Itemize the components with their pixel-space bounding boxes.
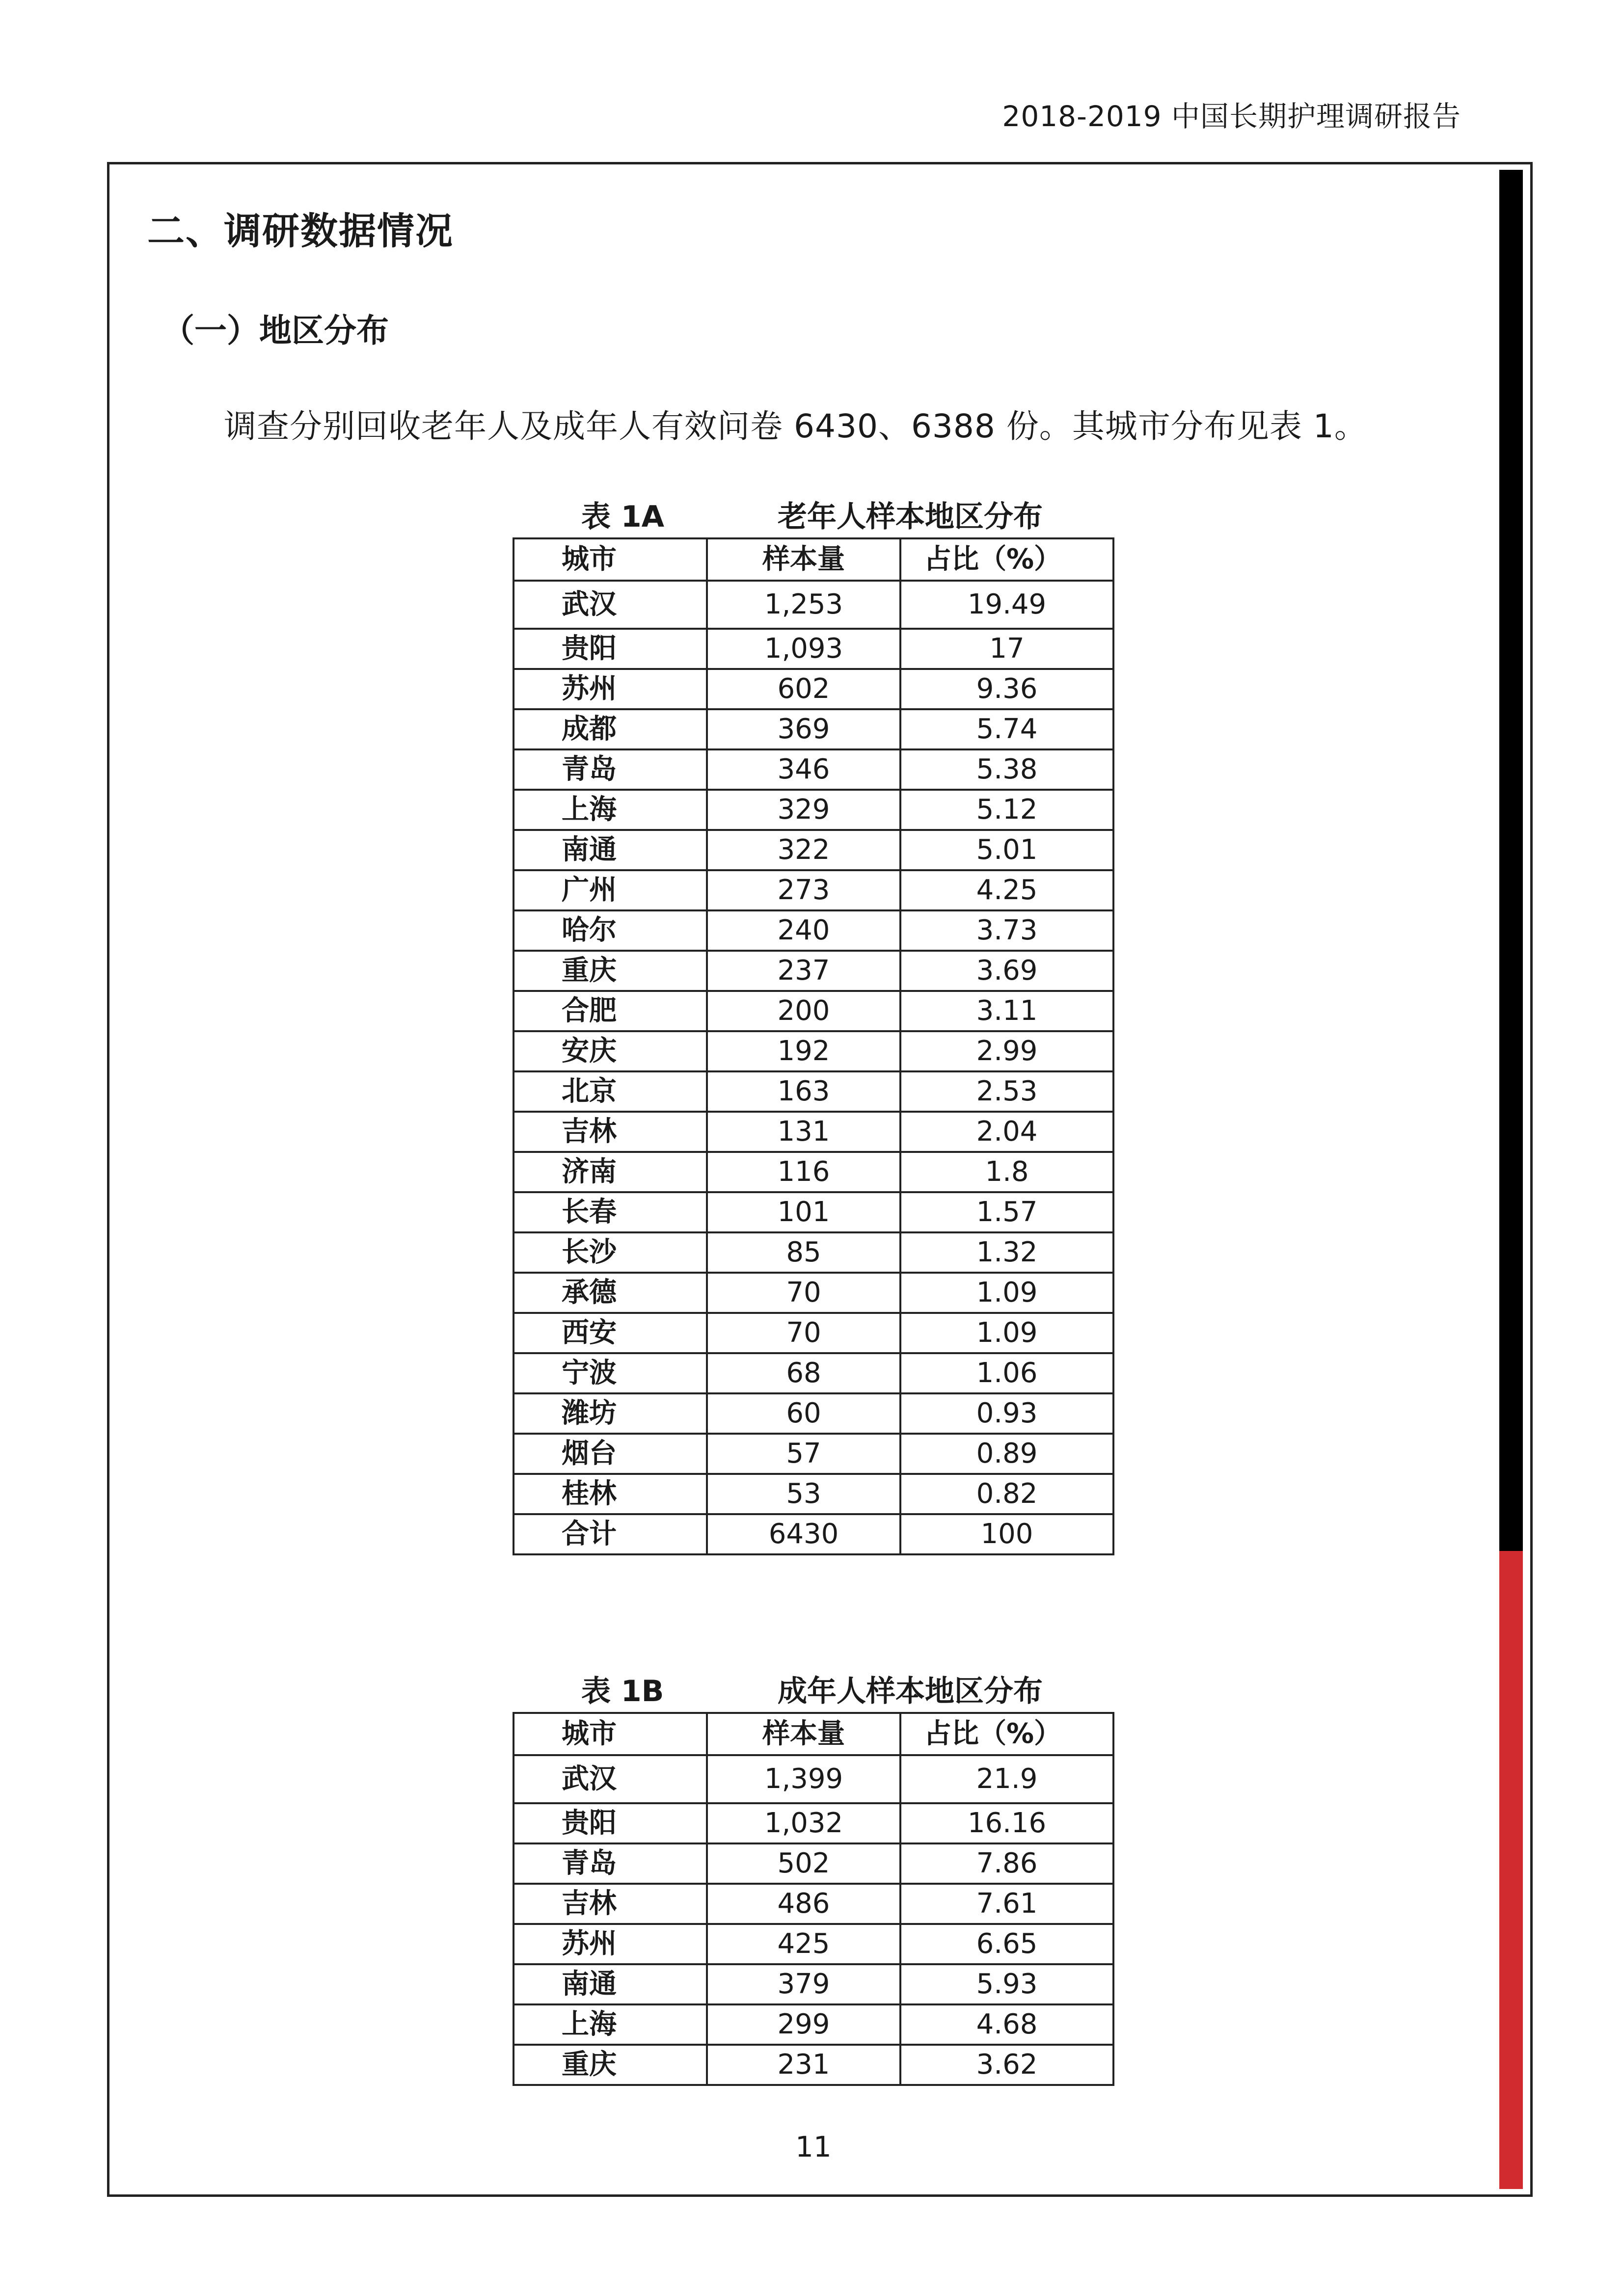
table-1b-caption [513,1668,1112,1712]
table-row [514,951,1113,991]
sample-count-cell: 60 [707,1393,900,1434]
table-1b-label: 表 1B [581,1674,664,1709]
sample-count-cell: 70 [707,1313,900,1353]
table-row [514,1803,1113,1843]
table-row [514,1031,1113,1071]
subsection-title: （一）地区分布 [162,312,389,349]
sample-count-cell: 237 [707,951,900,991]
city-cell: 上海 [514,790,707,830]
city-cell: 安庆 [514,1031,707,1071]
city-cell: 长沙 [514,1232,707,1273]
city-cell: 青岛 [514,749,707,790]
sample-count-cell: 1,253 [707,581,900,629]
table-row [514,1112,1113,1152]
percent-cell: 1.09 [900,1313,1113,1353]
table-row [514,1393,1113,1434]
sample-count-cell: 369 [707,709,900,749]
percent-cell: 5.93 [900,1964,1113,2004]
city-cell: 桂林 [514,1474,707,1514]
table-1a [513,537,1114,1555]
city-cell: 吉林 [514,1112,707,1152]
percent-cell: 5.01 [900,830,1113,870]
city-cell: 重庆 [514,951,707,991]
city-cell: 吉林 [514,1884,707,1924]
table-row [514,629,1113,669]
percent-cell: 16.16 [900,1803,1113,1843]
table-1a-header-row [514,538,1113,581]
table-row [514,2004,1113,2045]
table-1b-block [513,1668,1112,2086]
table-row [514,991,1113,1031]
sample-count-cell: 329 [707,790,900,830]
table-row [514,910,1113,951]
table-row [514,1474,1113,1514]
table-row [514,1843,1113,1884]
table-row [514,1071,1113,1112]
sample-count-cell: 602 [707,669,900,709]
city-cell: 烟台 [514,1434,707,1474]
table-1b-header-city: 城市 [514,1713,707,1755]
sample-count-cell: 68 [707,1353,900,1393]
intro-paragraph: 调查分别回收老年人及成年人有效问卷 6430、6388 份。其城市分布见表 1。 [224,407,1367,445]
city-cell: 贵阳 [514,1803,707,1843]
city-cell: 武汉 [514,581,707,629]
table-1a-caption [513,493,1112,537]
table-row [514,669,1113,709]
city-cell: 合肥 [514,991,707,1031]
city-cell: 南通 [514,1964,707,2004]
table-row [514,1192,1113,1232]
city-cell: 西安 [514,1313,707,1353]
city-cell: 长春 [514,1192,707,1232]
side-bar-black [1499,170,1523,1608]
percent-cell: 19.49 [900,581,1113,629]
sample-count-cell: 379 [707,1964,900,2004]
percent-cell: 17 [900,629,1113,669]
percent-cell: 6.65 [900,1924,1113,1964]
sample-count-cell: 1,032 [707,1803,900,1843]
sample-count-cell: 425 [707,1924,900,1964]
running-header: 2018-2019 中国长期护理调研报告 [1002,100,1461,133]
sample-count-cell: 116 [707,1152,900,1192]
sample-count-cell: 346 [707,749,900,790]
percent-cell: 0.82 [900,1474,1113,1514]
percent-cell: 2.04 [900,1112,1113,1152]
table-row [514,790,1113,830]
percent-cell: 1.57 [900,1192,1113,1232]
percent-cell: 4.25 [900,870,1113,910]
sample-count-cell: 231 [707,2045,900,2085]
city-cell: 济南 [514,1152,707,1192]
table-row [514,2045,1113,2085]
city-cell: 广州 [514,870,707,910]
city-cell: 苏州 [514,669,707,709]
table-1b-body [514,1755,1113,2085]
side-bar-red [1499,1551,1523,2189]
city-cell: 宁波 [514,1353,707,1393]
city-cell: 潍坊 [514,1393,707,1434]
sample-count-cell: 502 [707,1843,900,1884]
table-row [514,830,1113,870]
city-cell: 成都 [514,709,707,749]
table-1a-header-count: 样本量 [707,538,900,581]
percent-cell: 3.73 [900,910,1113,951]
percent-cell: 5.74 [900,709,1113,749]
city-cell: 南通 [514,830,707,870]
percent-cell: 5.38 [900,749,1113,790]
sample-count-cell: 1,093 [707,629,900,669]
city-cell: 合计 [514,1514,707,1554]
city-cell: 上海 [514,2004,707,2045]
section-title: 二、调研数据情况 [147,209,454,253]
table-row [514,870,1113,910]
page-number: 11 [795,2130,832,2163]
sample-count-cell: 53 [707,1474,900,1514]
sample-count-cell: 299 [707,2004,900,2045]
percent-cell: 3.62 [900,2045,1113,2085]
percent-cell: 3.69 [900,951,1113,991]
city-cell: 青岛 [514,1843,707,1884]
table-row [514,1884,1113,1924]
table-1b-header-row [514,1713,1113,1755]
table-row [514,1273,1113,1313]
percent-cell: 0.89 [900,1434,1113,1474]
table-1a-header-city: 城市 [514,538,707,581]
city-cell: 苏州 [514,1924,707,1964]
city-cell: 武汉 [514,1755,707,1803]
percent-cell: 5.12 [900,790,1113,830]
table-1b-title: 成年人样本地区分布 [778,1674,1043,1709]
sample-count-cell: 6430 [707,1514,900,1554]
table-1a-title: 老年人样本地区分布 [778,500,1043,534]
table-row [514,709,1113,749]
percent-cell: 100 [900,1514,1113,1554]
table-row [514,1232,1113,1273]
sample-count-cell: 1,399 [707,1755,900,1803]
percent-cell: 1.09 [900,1273,1113,1313]
sample-count-cell: 486 [707,1884,900,1924]
table-row [514,1313,1113,1353]
table-row [514,1152,1113,1192]
city-cell: 重庆 [514,2045,707,2085]
table-row [514,1353,1113,1393]
sample-count-cell: 163 [707,1071,900,1112]
table-row [514,581,1113,629]
percent-cell: 21.9 [900,1755,1113,1803]
percent-cell: 2.53 [900,1071,1113,1112]
percent-cell: 1.8 [900,1152,1113,1192]
table-row [514,1964,1113,2004]
table-row [514,1924,1113,1964]
sample-count-cell: 200 [707,991,900,1031]
percent-cell: 9.36 [900,669,1113,709]
table-1a-block [513,493,1112,1555]
sample-count-cell: 322 [707,830,900,870]
table-1b-header-percent: 占比（%） [900,1713,1113,1755]
percent-cell: 7.86 [900,1843,1113,1884]
sample-count-cell: 240 [707,910,900,951]
table-row [514,749,1113,790]
sample-count-cell: 57 [707,1434,900,1474]
table-1b [513,1712,1114,2086]
sample-count-cell: 131 [707,1112,900,1152]
sample-count-cell: 273 [707,870,900,910]
table-1a-label: 表 1A [581,500,665,534]
table-row [514,1514,1113,1554]
table-1a-body [514,581,1113,1554]
sample-count-cell: 192 [707,1031,900,1071]
sample-count-cell: 101 [707,1192,900,1232]
sample-count-cell: 85 [707,1232,900,1273]
percent-cell: 0.93 [900,1393,1113,1434]
percent-cell: 1.32 [900,1232,1113,1273]
city-cell: 哈尔 [514,910,707,951]
percent-cell: 4.68 [900,2004,1113,2045]
city-cell: 承德 [514,1273,707,1313]
percent-cell: 2.99 [900,1031,1113,1071]
percent-cell: 1.06 [900,1353,1113,1393]
table-row [514,1755,1113,1803]
city-cell: 贵阳 [514,629,707,669]
percent-cell: 3.11 [900,991,1113,1031]
city-cell: 北京 [514,1071,707,1112]
percent-cell: 7.61 [900,1884,1113,1924]
table-1a-header-percent: 占比（%） [900,538,1113,581]
sample-count-cell: 70 [707,1273,900,1313]
table-1b-header-count: 样本量 [707,1713,900,1755]
table-row [514,1434,1113,1474]
